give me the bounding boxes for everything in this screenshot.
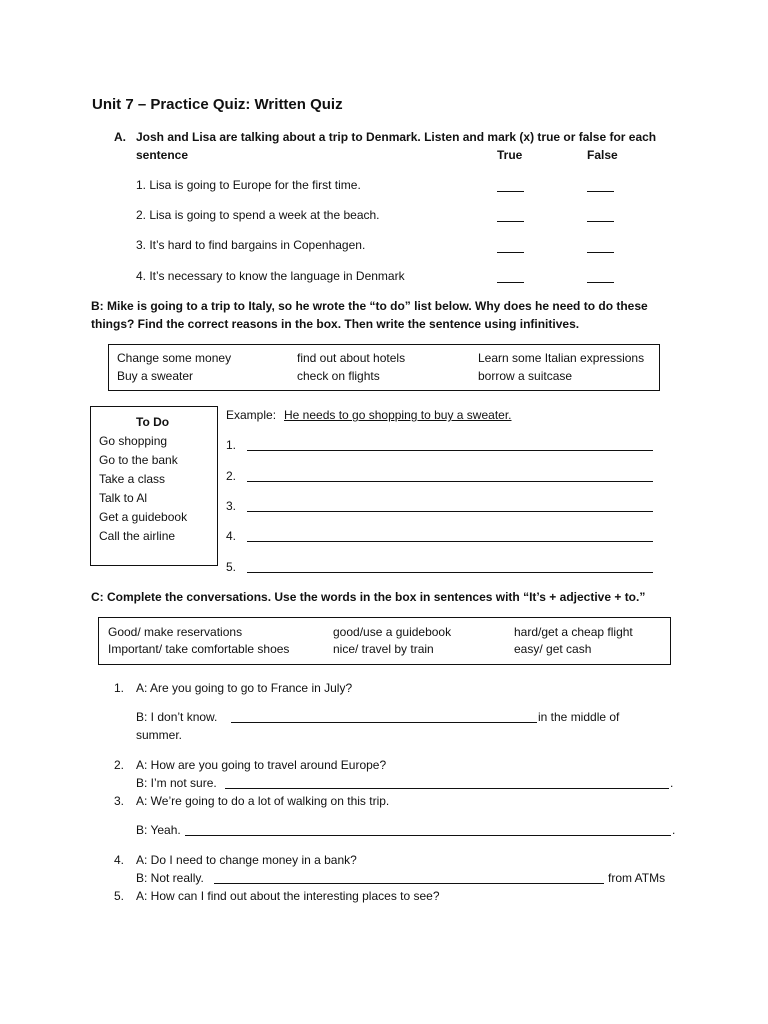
reasons-word-box (108, 344, 660, 391)
section-b-instruction-line2: things? Find the correct reasons in the box. Then write the sentence using infinitives. (91, 317, 580, 331)
word-box-item: check on flights (297, 369, 380, 383)
todo-item: Get a guidebook (99, 510, 188, 524)
conversation-line-a: A: Do I need to change money in a bank? (136, 853, 357, 867)
conversation-line-a: A: How are you going to travel around Europe? (136, 758, 387, 772)
conversation-line-b-end: from ATMs (608, 871, 666, 885)
section-c-instruction: C: Complete the conversations. Use the words in the box in sentences with “It’s + adjective + to.” (91, 590, 646, 604)
todo-item: Go to the bank (99, 453, 178, 467)
todo-item: Call the airline (99, 529, 176, 543)
todo-item: Talk to Al (99, 491, 148, 505)
section-a-item: 4. It’s necessary to know the language in Denmark (136, 269, 405, 283)
sentence-period: . (672, 823, 676, 837)
false-column-label: False (587, 148, 618, 162)
answer-line[interactable] (247, 470, 653, 482)
word-box-item: Important/ take comfortable shoes (108, 642, 290, 656)
conversation-line-b: B: Yeah. (136, 823, 181, 837)
answer-line[interactable] (247, 500, 653, 512)
answer-line[interactable] (185, 824, 671, 836)
answer-number: 3. (226, 499, 237, 513)
word-box-item: borrow a suitcase (478, 369, 573, 383)
section-a-instruction-line2: sentence (136, 148, 189, 162)
answer-number: 4. (226, 529, 237, 543)
question-number: 2. (114, 758, 125, 772)
sentence-period: . (670, 776, 674, 790)
answer-number: 5. (226, 560, 237, 574)
conversation-line-a: A: How can I find out about the interesting places to see? (136, 889, 440, 903)
section-a-marker: A. (114, 130, 126, 144)
true-answer-blank[interactable] (497, 271, 524, 283)
word-box-item: good/use a guidebook (333, 625, 452, 639)
word-box-item: find out about hotels (297, 351, 406, 365)
answer-line[interactable] (214, 872, 604, 884)
conversation-line-b: B: I’m not sure. (136, 776, 217, 790)
answer-line[interactable] (231, 711, 537, 723)
conversation-line-a: A: We’re going to do a lot of walking on this trip. (136, 794, 390, 808)
true-answer-blank[interactable] (497, 180, 524, 192)
answer-line[interactable] (247, 530, 653, 542)
section-a-item: 1. Lisa is going to Europe for the first time. (136, 178, 361, 192)
word-box-item: Change some money (117, 351, 232, 365)
word-box-item: nice/ travel by train (333, 642, 434, 656)
word-box-item: hard/get a cheap flight (514, 625, 633, 639)
conversation-line-b: B: Not really. (136, 871, 204, 885)
section-a-instruction-line1: Josh and Lisa are talking about a trip to Denmark. Listen and mark (x) true or false for each (136, 130, 657, 144)
todo-item: Take a class (99, 472, 166, 486)
question-number: 4. (114, 853, 125, 867)
true-answer-blank[interactable] (497, 241, 524, 253)
word-box-item: easy/ get cash (514, 642, 592, 656)
question-number: 1. (114, 681, 125, 695)
true-column-label: True (497, 148, 523, 162)
conversation-line-a: A: Are you going to go to France in July? (136, 681, 353, 695)
adjectives-word-box (98, 617, 671, 665)
question-number: 3. (114, 794, 125, 808)
todo-list-box (90, 406, 218, 566)
word-box-item: Good/ make reservations (108, 625, 243, 639)
conversation-line-b: B: I don’t know. (136, 710, 218, 724)
false-answer-blank[interactable] (587, 210, 614, 222)
answer-number: 1. (226, 438, 237, 452)
conversation-line-b-cont: summer. (136, 728, 183, 742)
section-a-item: 2. Lisa is going to spend a week at the beach. (136, 208, 380, 222)
todo-title: To Do (136, 415, 170, 429)
answer-line[interactable] (225, 777, 669, 789)
false-answer-blank[interactable] (587, 271, 614, 283)
page-title: Unit 7 – Practice Quiz: Written Quiz (92, 96, 343, 113)
section-a-item: 3. It’s hard to find bargains in Copenhagen. (136, 238, 366, 252)
false-answer-blank[interactable] (587, 180, 614, 192)
false-answer-blank[interactable] (587, 241, 614, 253)
answer-number: 2. (226, 469, 237, 483)
word-box-item: Buy a sweater (117, 369, 194, 383)
answer-line[interactable] (247, 561, 653, 573)
conversation-line-b-end: in the middle of (538, 710, 620, 724)
question-number: 5. (114, 889, 125, 903)
todo-item: Go shopping (99, 434, 168, 448)
example-sentence: He needs to go shopping to buy a sweater. (284, 408, 512, 422)
example-label: Example: (226, 408, 277, 422)
word-box-item: Learn some Italian expressions (478, 351, 645, 365)
answer-line[interactable] (247, 439, 653, 451)
section-b-instruction-line1: B: Mike is going to a trip to Italy, so he wrote the “to do” list below. Why does he need to do these (91, 299, 648, 313)
true-answer-blank[interactable] (497, 210, 524, 222)
